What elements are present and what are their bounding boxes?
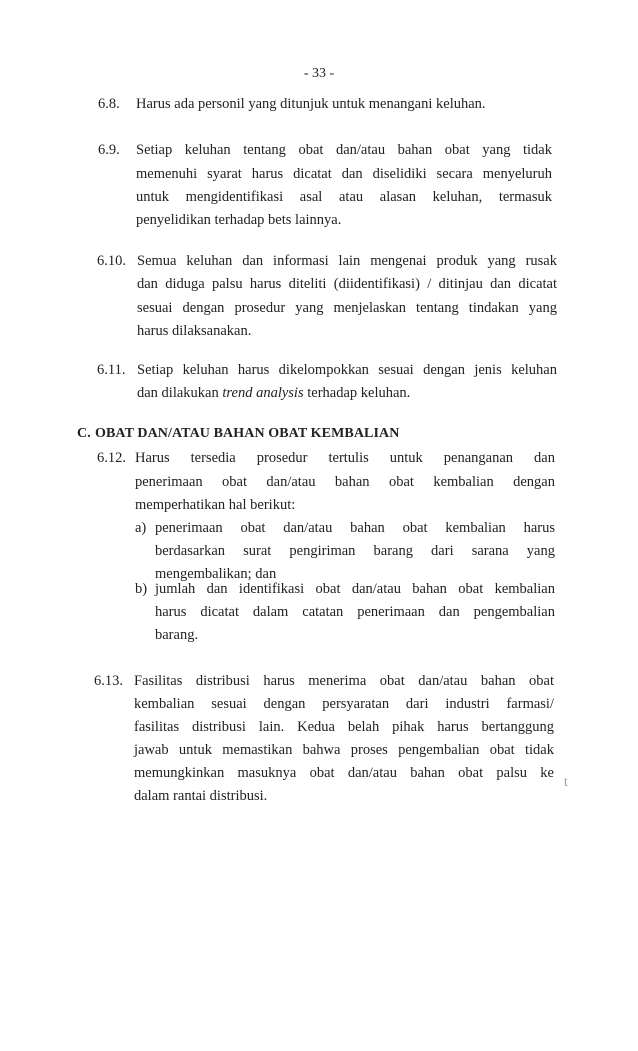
section-letter: C.	[77, 426, 91, 441]
paragraph-line: Semua keluhan dan informasi lain mengenai produk yang rusak	[137, 253, 557, 269]
paragraph-line: Setiap keluhan tentang obat dan/atau bahan obat yang tidak	[136, 142, 552, 158]
paragraph-line: penyelidikan terhadap bets lainnya.	[136, 212, 342, 228]
paragraph-number: 6.13.	[94, 673, 123, 689]
paragraph-line: dalam rantai distribusi.	[134, 788, 268, 804]
italic-term: trend analysis	[222, 385, 304, 401]
paragraph-line: Harus ada personil yang ditunjuk untuk menangani keluhan.	[136, 96, 486, 112]
paragraph-line: Setiap keluhan harus dikelompokkan sesuai dengan jenis keluhan	[137, 362, 557, 378]
paragraph-line: fasilitas distribusi lain. Kedua belah pihak harus bertanggung	[134, 719, 554, 735]
paragraph-line	[137, 385, 410, 402]
paragraph-number: 6.11.	[97, 362, 126, 378]
paragraph-number: 6.9.	[98, 142, 120, 158]
paragraph-line: Fasilitas distribusi harus menerima obat dan/atau bahan obat	[134, 673, 554, 689]
section-title: OBAT DAN/ATAU BAHAN OBAT KEMBALIAN	[95, 426, 400, 441]
paragraph-line: dan diduga palsu harus diteliti (diidentifikasi) / ditinjau dan dicatat	[137, 276, 557, 292]
paragraph-line: memenuhi syarat harus dicatat dan diselidiki secara menyeluruh	[136, 166, 552, 182]
paragraph-line: Harus tersedia prosedur tertulis untuk penanganan dan	[135, 450, 555, 466]
list-item-line: penerimaan obat dan/atau bahan obat kembalian harus	[155, 520, 555, 536]
paragraph-line: sesuai dengan prosedur yang menjelaskan tentang tindakan yang	[137, 300, 557, 316]
list-item-line: berdasarkan surat pengiriman barang dari sarana yang	[155, 543, 555, 559]
list-marker-a: a)	[135, 520, 147, 536]
list-item-line: barang.	[155, 627, 199, 643]
paragraph-text: terhadap keluhan.	[303, 385, 411, 401]
paragraph-line: jawab untuk memastikan bahwa proses pengembalian obat tidak	[134, 742, 554, 758]
list-item-line: harus dicatat dalam catatan penerimaan dan pengembalian	[155, 604, 555, 620]
paragraph-line: penerimaan obat dan/atau bahan obat kembalian dengan	[135, 474, 555, 490]
paragraph-number: 6.8.	[98, 96, 120, 112]
paragraph-text: dan dilakukan	[137, 385, 223, 401]
paragraph-number: 6.12.	[97, 450, 126, 466]
paragraph-6-8	[98, 96, 548, 116]
page-number: - 33 -	[303, 66, 335, 81]
list-marker-b: b)	[135, 581, 148, 597]
list-item-line: mengembalikan; dan	[155, 566, 277, 582]
paragraph-number: 6.10.	[97, 253, 126, 269]
paragraph-line: untuk mengidentifikasi asal atau alasan keluhan, termasuk	[136, 189, 552, 205]
paragraph-6-10	[97, 253, 562, 343]
paragraph-line: memperhatikan hal berikut:	[135, 497, 296, 513]
paragraph-6-13	[94, 673, 564, 813]
paragraph-line: memungkinkan masuknya obat dan/atau bahan obat palsu ke	[134, 765, 554, 781]
paragraph-line: kembalian sesuai dengan persyaratan dari industri farmasi/	[134, 696, 554, 712]
section-heading	[77, 426, 399, 442]
paragraph-6-9	[98, 142, 563, 232]
handwritten-initials: t	[562, 774, 570, 791]
list-item-line: jumlah dan identifikasi obat dan/atau bahan obat kembalian	[155, 581, 555, 597]
paragraph-6-11	[97, 362, 562, 407]
paragraph-6-12	[97, 450, 562, 643]
paragraph-line: harus dilaksanakan.	[137, 323, 252, 339]
